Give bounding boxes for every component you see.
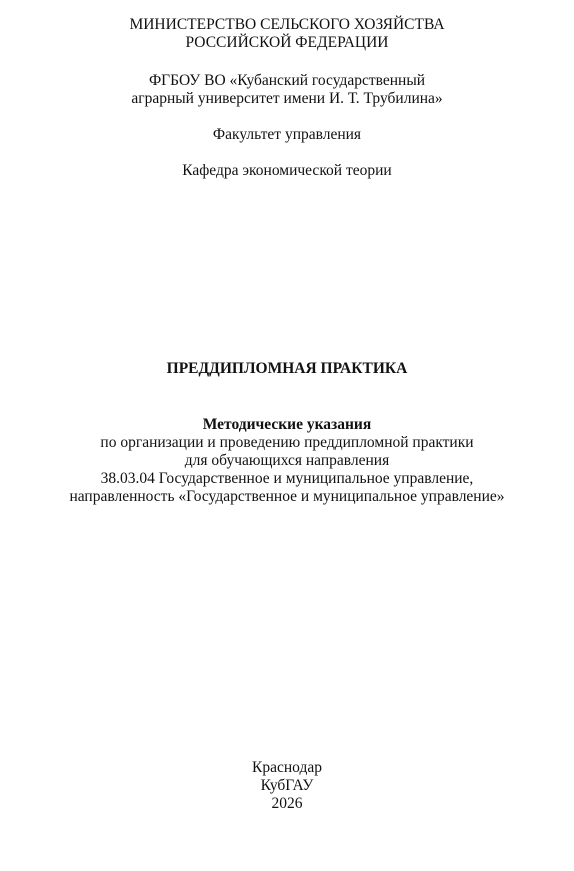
university-line-2: аграрный университет имени И. Т. Трубилина» (131, 90, 443, 107)
footer-year: 2026 (271, 795, 303, 812)
footer-city: Краснодар (252, 759, 322, 776)
document-title: ПРЕДДИПЛОМНАЯ ПРАКТИКА (166, 360, 408, 377)
subtitle-line-3: 38.03.04 Государственное и муниципальное управление, (100, 470, 474, 487)
subtitle-line-4: направленность «Государственное и муниципальное управление» (69, 488, 505, 505)
university-line-1: ФГБОУ ВО «Кубанский государственный (148, 72, 426, 89)
footer-publisher: КубГАУ (260, 777, 314, 794)
subtitle-line-2: для обучающихся направления (184, 452, 390, 469)
department-name: Кафедра экономической теории (182, 162, 392, 179)
ministry-line-2: РОССИЙСКОЙ ФЕДЕРАЦИИ (185, 34, 389, 51)
ministry-line-1: МИНИСТЕРСТВО СЕЛЬСКОГО ХОЗЯЙСТВА (129, 16, 445, 33)
subtitle-heading: Методические указания (202, 416, 372, 433)
subtitle-line-1: по организации и проведению преддипломной практики (100, 434, 474, 451)
faculty-name: Факультет управления (212, 126, 362, 143)
